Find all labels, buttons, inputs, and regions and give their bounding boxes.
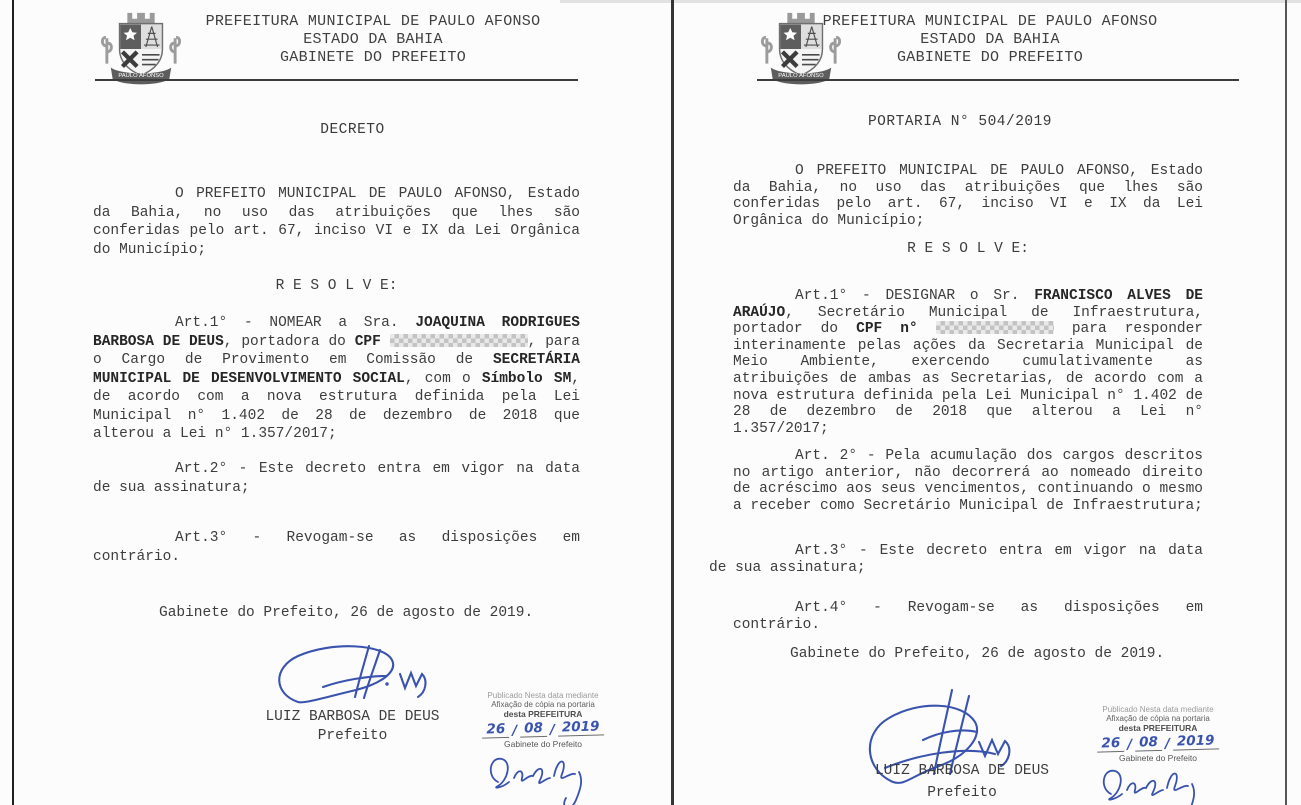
- letterhead: [178, 13, 568, 67]
- stamp-month: 08: [1135, 736, 1162, 752]
- stamp-slash-icon: /: [1164, 735, 1171, 752]
- stamp-slash-icon: /: [549, 721, 556, 738]
- stamp-year: 2019: [558, 720, 604, 736]
- paragraph-art1: Art.1° - NOMEAR a Sra. JOAQUINA RODRIGUES BARBOSA DE DEUS, portadora do CPF , para o Cargo de Provimento em Comissão de SECRETÁRIA MUNICIPAL DE DESENVOLVIMENTO SOCIAL, com o Símbolo SM, de acordo com a nova estrutura definida pela Lei Municipal n° 1.402 de 28 de dezembro de 2018 que alterou a Lei n° 1.357/2017;: [93, 315, 580, 442]
- letterhead-org: PREFEITURA MUNICIPAL DE PAULO AFONSO: [822, 13, 1158, 30]
- publication-stamp: [1078, 705, 1238, 763]
- page-divider-line: [671, 0, 674, 805]
- stamp-handwritten-date: [1078, 734, 1238, 753]
- letterhead-rule: [95, 79, 578, 81]
- paragraph-art2: Art.2° - Este decreto entra em vigor na data de sua assinatura;: [93, 461, 580, 496]
- stamp-signature-scribble: [482, 748, 602, 805]
- stamp-month: 08: [520, 722, 547, 738]
- signer-name: LUIZ BARBOSA DE DEUS: [874, 763, 1050, 779]
- resolve-line: R E S O L V E:: [907, 241, 1029, 257]
- stamp-year: 2019: [1173, 734, 1219, 750]
- paragraph-art1: Art.1° - DESIGNAR o Sr. FRANCISCO ALVES DE ARAÚJO, Secretário Municipal de Infraestrutura, portador do CPF n° para responder interinamente pelas ações da Secretaria Municipal de Meio Ambiente, exercendo cumulativamente as atribuições de ambas as Secretarias, de acordo com a nova estrutura definida pela Lei Municipal n° 1.402 de 28 de dezembro de 2018 que alterou a Lei n° 1.357/2017;: [733, 288, 1204, 437]
- letterhead: [795, 13, 1185, 67]
- letterhead-rule: [757, 79, 1239, 81]
- signer-role: Prefeito: [317, 728, 388, 744]
- signer-name: LUIZ BARBOSA DE DEUS: [265, 709, 440, 725]
- stamp-caption: Gabinete do Prefeito: [1119, 753, 1197, 763]
- stamp-line2: Afixação de cópia na portaria: [491, 700, 595, 709]
- paragraph-art2: Art. 2° - Pela acumulação dos cargos descritos no artigo anterior, não decorrerá ao nomeado direito de acréscimo aos seus vencimentos, continuando o mesmo a receber como Secretário Municipal de Infraestrutura;: [733, 448, 1203, 514]
- stamp-line1: Publicado Nesta data mediante: [487, 691, 599, 700]
- stamp-line3: desta PREFEITURA: [503, 709, 583, 719]
- paragraph-art3: Art.3° - Este decreto entra em vigor na data de sua assinatura;: [709, 543, 1203, 576]
- resolve-line: R E S O L V E:: [275, 278, 398, 294]
- paragraph-art3: Art.3° - Revogam-se as disposições em contrário.: [93, 530, 580, 565]
- stamp-line1: Publicado Nesta data mediante: [1102, 705, 1214, 714]
- seal-ribbon-text: PAULO AFONSO: [778, 73, 824, 80]
- stamp-day: 26: [482, 723, 509, 739]
- paragraph-intro: O PREFEITO MUNICIPAL DE PAULO AFONSO, Estado da Bahia, no uso das atribuições que lhes são conferidas pelo art. 67, inciso VI e IX da Lei Orgânica do Município;: [93, 186, 580, 258]
- letterhead-org: PREFEITURA MUNICIPAL DE PAULO AFONSO: [205, 13, 541, 30]
- document-title: DECRETO: [320, 122, 385, 138]
- date-line: Gabinete do Prefeito, 26 de agosto de 2019.: [159, 605, 534, 621]
- stamp-handwritten-date: [468, 720, 618, 739]
- right-page-edge-line: [1285, 0, 1287, 805]
- paragraph-intro: O PREFEITO MUNICIPAL DE PAULO AFONSO, Estado da Bahia, no uso das atribuições que lhes são conferidas pelo art. 67, inciso VI e IX da Lei Orgânica do Município;: [733, 163, 1203, 229]
- stamp-signature-scribble: [1090, 760, 1220, 805]
- date-line: Gabinete do Prefeito, 26 de agosto de 2019.: [790, 646, 1165, 662]
- letterhead-state: ESTADO DA BAHIA: [303, 31, 443, 48]
- letterhead-office: GABINETE DO PREFEITO: [896, 49, 1084, 66]
- stamp-slash-icon: /: [512, 722, 518, 739]
- mayor-signature-scribble: [268, 640, 438, 718]
- document-title: PORTARIA N° 504/2019: [867, 114, 1053, 130]
- redacted-cpf: [390, 334, 528, 347]
- left-page-edge-line: [12, 0, 14, 805]
- coat-of-arms-paulo-afonso-icon: [97, 9, 185, 87]
- stamp-line2: Afixação de cópia na portaria: [1106, 714, 1210, 723]
- seal-ribbon-text: PAULO AFONSO: [118, 73, 164, 80]
- signer-role: Prefeito: [927, 785, 997, 801]
- redacted-cpf: [936, 321, 1054, 334]
- letterhead-office: GABINETE DO PREFEITO: [279, 49, 467, 66]
- publication-stamp: [468, 691, 618, 749]
- stamp-caption: Gabinete do Prefeito: [504, 739, 582, 749]
- paragraph-art4: Art.4° - Revogam-se as disposições em contrário.: [733, 600, 1203, 633]
- stamp-line3: desta PREFEITURA: [1118, 723, 1198, 733]
- stamp-slash-icon: /: [1127, 736, 1133, 753]
- stamp-day: 26: [1097, 737, 1124, 753]
- letterhead-state: ESTADO DA BAHIA: [920, 31, 1060, 48]
